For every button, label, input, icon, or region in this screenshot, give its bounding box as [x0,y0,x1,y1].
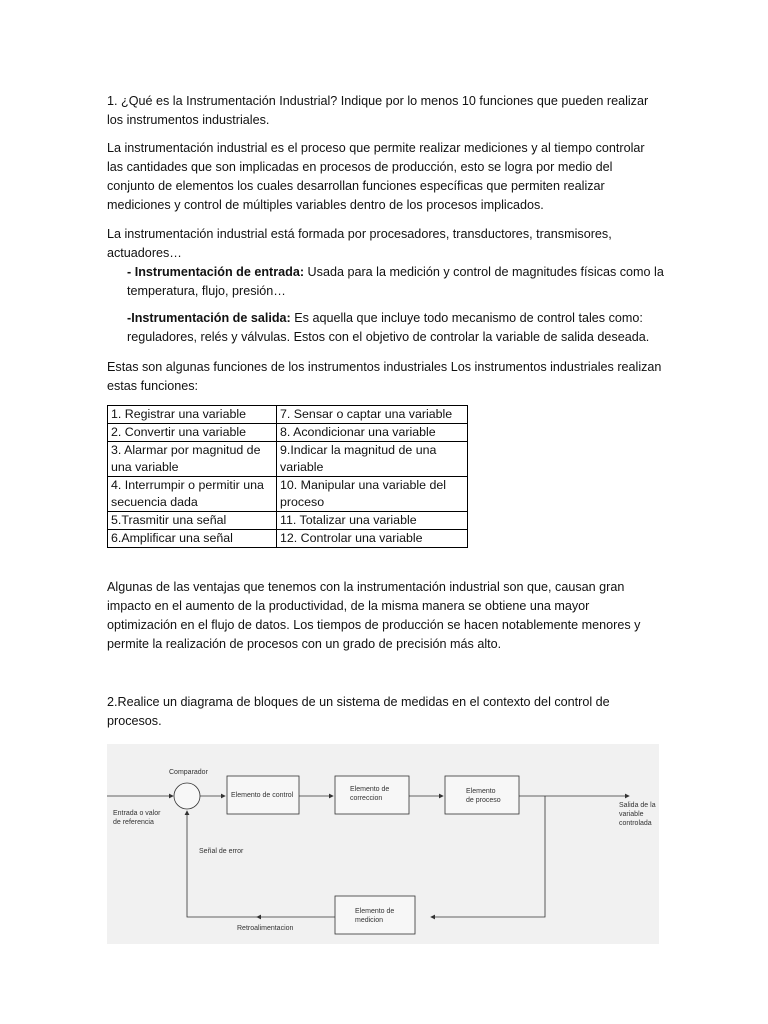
paragraph-advantages: Algunas de las ventajas que tenemos con la instrumentación industrial son que, causan gran impacto en el aumento de la productividad, de la misma manera se obtiene una mayor optimización en el flujo de datos. Los tiempos de producción se hacen notablemente menores y permite la realización de procesos con un grado de precisión más alto. [107,580,641,651]
table-cell: 7. Sensar o captar una variable [277,406,468,424]
functions-table [107,405,468,548]
output-label-line3: controlada [619,820,652,827]
table-row [108,424,468,442]
process-element-label-line1: Elemento [466,788,496,795]
table-cell: 2. Convertir una variable [108,424,277,442]
table-row [108,406,468,424]
comparator-circle [174,783,200,809]
question-1: 1. ¿Qué es la Instrumentación Industrial? Indique por lo menos 10 funciones que pueden realizar los instrumentos industriales. [107,94,649,127]
block-diagram [107,744,659,944]
block-diagram-svg [107,744,659,944]
table-cell: 3. Alarmar por magnitud de una variable [108,442,277,477]
table-row [108,530,468,548]
measurement-element-label-line2: medicion [355,917,384,924]
table-cell: 4. Interrumpir o permitir una secuencia dada [108,477,277,512]
output-label-line1: Salida de la [619,802,656,809]
input-label-line1: Entrada o valor [113,810,161,817]
table-row [108,477,468,512]
output-label-line2: variable [619,811,644,818]
measurement-element-label-line1: Elemento de [355,908,395,915]
table-cell: 5.Trasmitir una señal [108,512,277,530]
input-instrumentation-text: Usada para la medición y control de magnitudes físicas como la temperatura, flujo, presión… [127,265,664,298]
input-label-line2: de referencia [113,819,154,826]
table-cell: 9.Indicar la magnitud de una variable [277,442,468,477]
paragraph-definition: La instrumentación industrial es el proceso que permite realizar mediciones y al tiempo controlar las cantidades que son implicadas en procesos de producción, esto se logra por medio del conjunto de elementos los cuales desarrollan funciones específicas que permiten realizar mediciones y control de múltiples variables dentro de los procesos implicados. [107,141,645,212]
table-cell: 1. Registrar una variable [108,406,277,424]
error-signal-label: Señal de error [199,848,244,855]
input-instrumentation-label: - Instrumentación de entrada: [127,265,305,279]
process-element-label-line2: de proceso [466,797,501,804]
table-cell: 11. Totalizar una variable [277,512,468,530]
comparator-label: Comparador [169,769,208,776]
paragraph-components: La instrumentación industrial está formada por procesadores, transductores, transmisores, actuadores… [107,227,612,260]
output-instrumentation-text: Es aquella que incluye todo mecanismo de control tales como: reguladores, relés y válvulas. Estos con el objetivo de controlar la variable de salida deseada. [127,311,650,344]
output-instrumentation-label: -Instrumentación de salida: [127,311,291,325]
correction-element-label-line1: Elemento de [350,786,390,793]
measurement-element-box [335,896,415,934]
process-element-box [445,776,519,814]
table-cell: 10. Manipular una variable del proceso [277,477,468,512]
question-2: 2.Realice un diagrama de bloques de un sistema de medidas en el contexto del control de procesos. [107,695,610,728]
feedback-arrow-up [187,811,257,917]
control-element-label: Elemento de control [231,792,294,799]
table-cell: 8. Acondicionar una variable [277,424,468,442]
table-cell: 6.Amplificar una señal [108,530,277,548]
table-row [108,442,468,477]
correction-element-label-line2: correccion [350,795,383,802]
table-cell: 12. Controlar una variable [277,530,468,548]
paragraph-output-instrumentation [107,309,682,347]
paragraph-input-instrumentation [107,263,682,301]
feedback-label: Retroalimentacion [237,925,294,932]
paragraph-functions-intro: Estas son algunas funciones de los instrumentos industriales Los instrumentos industriales realizan estas funciones: [107,360,662,393]
table-row [108,512,468,530]
